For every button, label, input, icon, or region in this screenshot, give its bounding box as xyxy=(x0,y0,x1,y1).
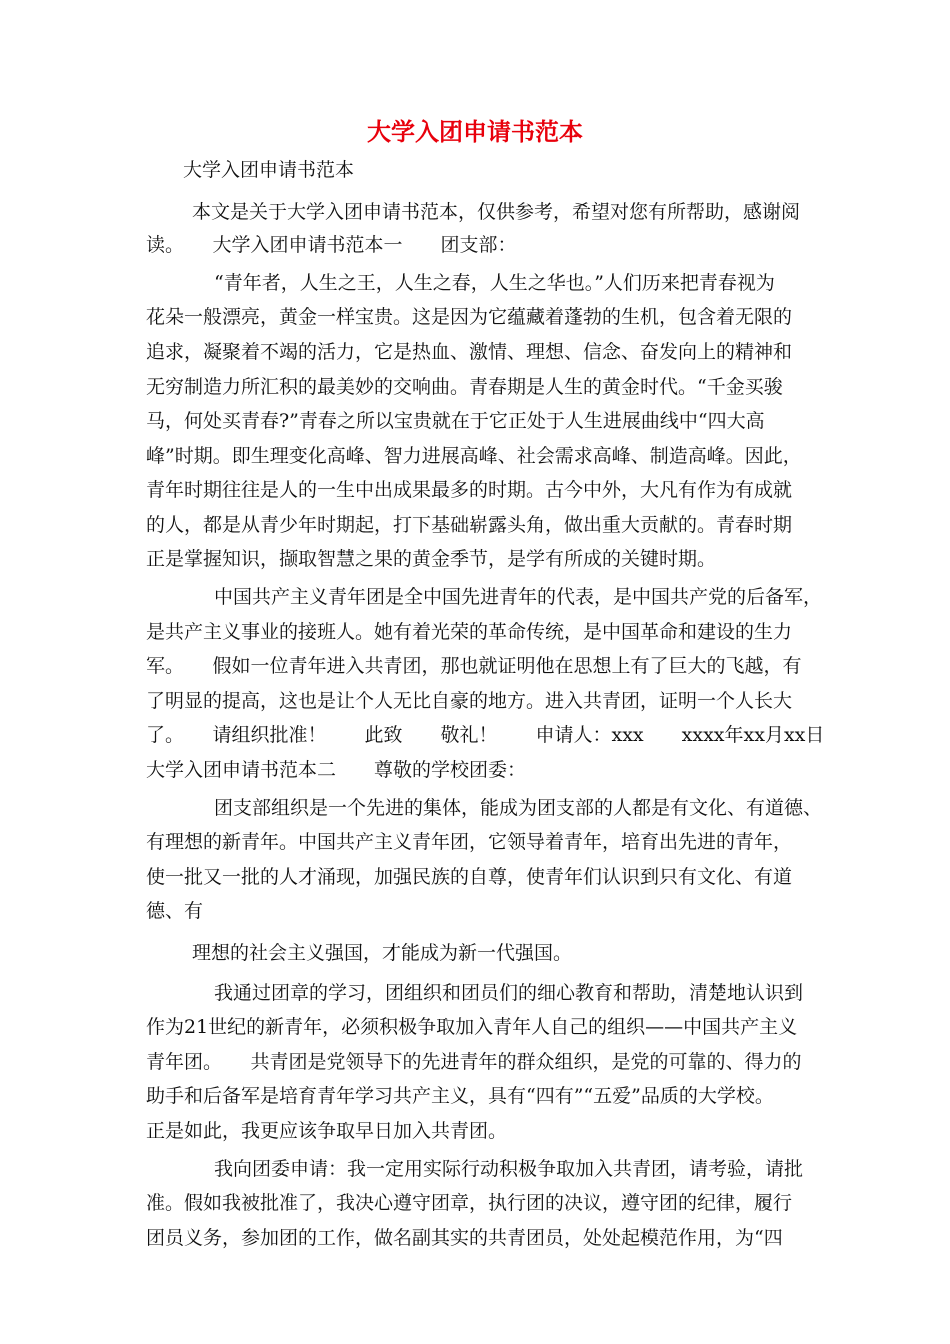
text-line: 了。 请组织批准！ 此致 敬礼！ 申请人：xxx xxxx年xx月xx日 xyxy=(146,724,825,746)
text-line: 本文是关于大学入团申请书范本，仅供参考，希望对您有所帮助，感谢阅 xyxy=(192,201,801,223)
text-line: 助手和后备军是培育青年学习共产主义，具有“四有”“五爱”品质的大学校。 xyxy=(146,1085,774,1107)
text-line: 使一批又一批的人才涌现，加强民族的自尊，使青年们认识到只有文化、有道 xyxy=(146,866,793,888)
text-line: 了明显的提高，这也是让个人无比自豪的地方。进入共青团，证明一个人长大 xyxy=(146,690,793,712)
text-line: 大学入团申请书范本二 尊敬的学校团委： xyxy=(146,759,527,781)
text-line: 我通过团章的学习，团组织和团员们的细心教育和帮助，清楚地认识到 xyxy=(214,982,804,1004)
text-line: 军。 假如一位青年进入共青团，那也就证明他在思想上有了巨大的飞越，有 xyxy=(146,655,802,677)
text-line: 马，何处买青春?”青春之所以宝贵就在于它正处于人生进展曲线中“四大高 xyxy=(146,410,765,432)
text-line: 追求，凝聚着不竭的活力，它是热血、激情、理想、信念、奋发向上的精神和 xyxy=(146,341,793,363)
text-line: 无穷制造力所汇积的最美妙的交响曲。青春期是人生的黄金时代。“千金买骏 xyxy=(146,376,783,398)
text-line: 正是掌握知识，撷取智慧之果的黄金季节，是学有所成的关键时期。 xyxy=(146,548,717,570)
text-line: “青年者，人生之王，人生之春，人生之华也。”人们历来把青春视为 xyxy=(214,272,775,294)
text-line: 读。 大学入团申请书范本一 团支部： xyxy=(146,234,517,256)
text-line: 有理想的新青年。中国共产主义青年团，它领导着青年，培育出先进的青年， xyxy=(146,831,793,853)
text-line: 的人，都是从青少年时期起，打下基础崭露头角，做出重大贡献的。青春时期 xyxy=(146,514,793,536)
text-line: 德、有 xyxy=(146,900,204,922)
text-line: 准。假如我被批准了，我决心遵守团章，执行团的决议，遵守团的纪律，履行 xyxy=(146,1192,793,1214)
text-line: 峰”时期。即生理变化高峰、智力进展高峰、社会需求高峰、制造高峰。因此， xyxy=(146,445,802,467)
text-line: 中国共产主义青年团是全中国先进青年的代表，是中国共产党的后备军， xyxy=(214,586,823,608)
text-line: 青年团。 共青团是党领导下的先进青年的群众组织，是党的可靠的、得力的 xyxy=(146,1051,802,1073)
text-line: 团支部组织是一个先进的集体，能成为团支部的人都是有文化、有道德、 xyxy=(214,797,823,819)
text-line: 作为21世纪的新青年，必须积极争取加入青年人自己的组织——中国共产主义 xyxy=(146,1016,798,1038)
text-line: 是共产主义事业的接班人。她有着光荣的革命传统，是中国革命和建设的生力 xyxy=(146,621,793,643)
document-title: 大学入团申请书范本 xyxy=(367,118,583,146)
text-line: 青年时期往往是人的一生中出成果最多的时期。古今中外，大凡有作为有成就 xyxy=(146,479,793,501)
text-line: 理想的社会主义强国，才能成为新一代强国。 xyxy=(192,942,573,964)
text-line: 团员义务，参加团的工作，做名副其实的共青团员，处处起模范作用，为“四 xyxy=(146,1227,783,1249)
text-line: 花朵一般漂亮，黄金一样宝贵。这是因为它蕴藏着蓬勃的生机，包含着无限的 xyxy=(146,306,793,328)
text-line: 正是如此，我更应该争取早日加入共青团。 xyxy=(146,1120,508,1142)
text-line: 大学入团申请书范本 xyxy=(183,159,355,181)
text-line: 我向团委申请：我一定用实际行动积极争取加入共青团，请考验，请批 xyxy=(214,1158,804,1180)
